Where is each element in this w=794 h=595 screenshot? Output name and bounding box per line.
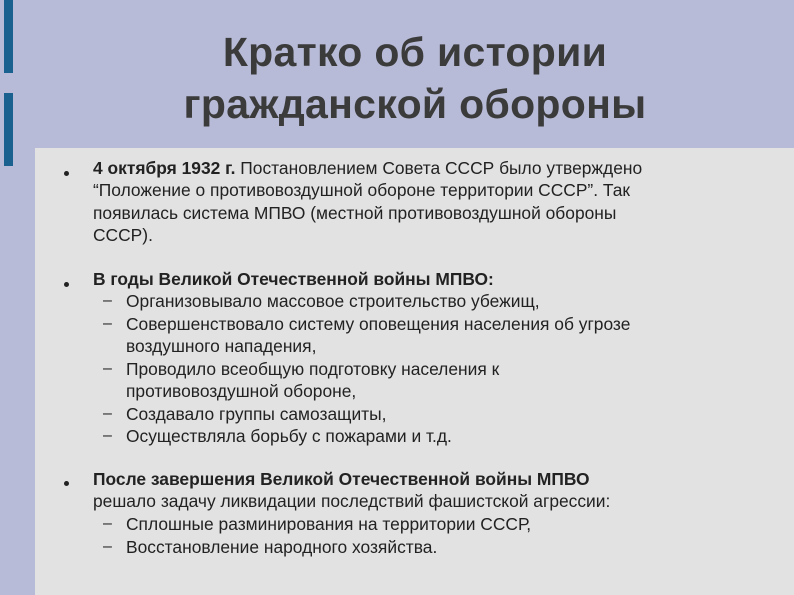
item3-sub1: Сплошные разминирования на территории СССР, (126, 514, 532, 534)
item2-sub4: Создавало группы самозащиты, (126, 404, 387, 424)
item1-line2: “Положение о противовоздушной обороне территории СССР”. Так (93, 180, 631, 200)
bullet-icon (64, 282, 69, 287)
item3-heading (93, 468, 590, 490)
item1-line4: СССР). (93, 225, 153, 245)
item2-sub1: Организовывало массовое строительство убежищ, (126, 291, 540, 311)
dash-icon: – (103, 315, 112, 332)
item3-sub2: Восстановление народного хозяйства. (126, 537, 438, 557)
content-panel (35, 148, 794, 595)
item1-line1 (93, 157, 642, 179)
dash-icon: – (103, 515, 112, 532)
dash-icon: – (103, 292, 112, 309)
dash-icon: – (103, 538, 112, 555)
item1-line3: появилась система МПВО (местной противовоздушной обороны (93, 203, 617, 223)
item2-sub5: Осуществляла борьбу с пожарами и т.д. (126, 426, 452, 446)
item2-sub2-line1: Совершенствовало систему оповещения населения об угрозе (126, 314, 631, 334)
item2-sub3-line1: Проводило всеобщую подготовку населения к (126, 359, 500, 379)
title-line-1: Кратко об истории (222, 29, 608, 75)
item3-heading-text: После завершения Великой Отечественной войны МПВО (93, 469, 590, 489)
item1-date: 4 октября 1932 г. (93, 158, 236, 178)
item3-line2: решало задачу ликвидации последствий фашистской агрессии: (93, 491, 611, 511)
item2-heading-text: В годы Великой Отечественной войны МПВО: (93, 269, 494, 289)
decorative-bars (0, 0, 20, 595)
accent-bar (4, 93, 13, 166)
slide-title (36, 26, 794, 130)
bullet-icon (64, 481, 69, 486)
item2-sub2-line2: воздушного нападения, (126, 336, 317, 356)
dash-icon: – (103, 360, 112, 377)
dash-icon: – (103, 405, 112, 422)
item2-sub3-line2: противовоздушной обороне, (126, 381, 357, 401)
dash-icon: – (103, 427, 112, 444)
item2-heading (93, 268, 494, 290)
bullet-icon (64, 171, 69, 176)
accent-bar (4, 0, 13, 73)
item1-line1-rest: Постановлением Совета СССР было утверждено (235, 158, 643, 178)
title-line-2: гражданской обороны (183, 81, 647, 127)
